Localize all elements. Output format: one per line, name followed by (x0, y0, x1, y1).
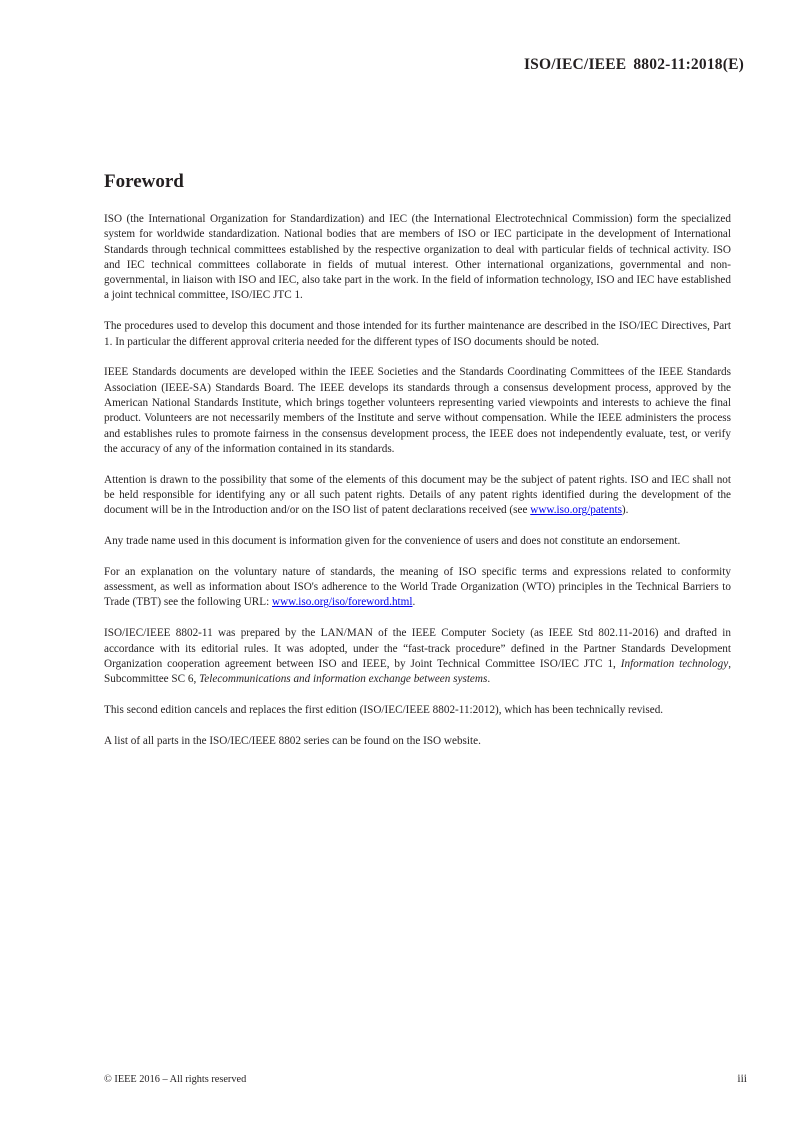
document-id-header: ISO/IEC/IEEE 8802-11:2018(E) (523, 56, 744, 73)
voluntary-text: For an explanation on the voluntary nature of standards, the meaning of ISO specific terms and expressions related to conformity assessment, as well as information about ISO's adherence to the World Trade Organization (WTO) principles in the Technical Barriers to Trade (TBT) see the following URL: (104, 565, 731, 609)
italic-information-technology: Information technology (620, 657, 729, 670)
prepared-text-middle: , Subcommittee SC 6, (104, 657, 731, 686)
paragraph-series-list: A list of all parts in the ISO/IEC/IEEE 8802 series can be found on the ISO website. (104, 734, 481, 747)
foreword-body (104, 212, 731, 765)
paragraph-trade-name: Any trade name used in this document is information given for the convenience of users and does not constitute an endorsement. (104, 535, 681, 548)
paragraph-patents (104, 473, 731, 519)
foreword-link[interactable]: www.iso.org/iso/foreword.html (272, 596, 413, 609)
patents-link[interactable]: www.iso.org/patents (530, 504, 622, 517)
paragraph-prepared-by (104, 626, 731, 687)
voluntary-text-end: . (412, 596, 416, 609)
patents-text-end: ). (621, 504, 629, 517)
patents-text: Attention is drawn to the possibility that some of the elements of this document may be the subject of patent rights. ISO and IEC shall not be held responsible for identifying any or all such patent rights. Details of any patent rights identified during the development of the document will be in the Introduction and/or on the ISO list of patent declarations received (see (104, 473, 731, 517)
paragraph-voluntary-nature (104, 565, 731, 611)
paragraph-ieee-standards: IEEE Standards documents are developed within the IEEE Societies and the Standards Coordinating Committees of the IEEE Standards Association (IEEE-SA) Standards Board. The IEEE develops its standards through a consensus development process, approved by the American National Standards Institute, which brings together volunteers representing varied viewpoints and interests to achieve the final product. Volunteers are not necessarily members of the Institute and serve without compensation. While the IEEE administers the process and establishes rules to promote fairness in the consensus development process, the IEEE does not independently evaluate, test, or verify the accuracy of any of the information contained in its standards. (104, 366, 731, 455)
italic-telecommunications: Telecommunications and information exchange between systems (199, 673, 488, 686)
page-number: iii (737, 1073, 747, 1085)
page-title: Foreword (104, 171, 184, 192)
paragraph-procedures: The procedures used to develop this document and those intended for its further maintenance are described in the ISO/IEC Directives, Part 1. In particular the different approval criteria needed for the different types of ISO documents should be noted. (104, 320, 731, 348)
paragraph-second-edition: This second edition cancels and replaces the first edition (ISO/IEC/IEEE 8802-11:2012), which has been technically revised. (104, 703, 664, 716)
prepared-text-end: . (487, 673, 491, 686)
copyright-footer: © IEEE 2016 – All rights reserved (104, 1074, 247, 1085)
paragraph-iso-iec-intro: ISO (the International Organization for Standardization) and IEC (the International Electrotechnical Commission) form the specialized system for worldwide standardization. National bodies that are members of ISO or IEC participate in the development of International Standards through technical committees established by the respective organization to deal with particular fields of technical activity. ISO and IEC technical committees collaborate in fields of mutual interest. Other international organizations, governmental and non-governmental, in liaison with ISO and IEC, also take part in the work. In the field of information technology, ISO and IEC have established a joint technical committee, ISO/IEC JTC 1. (104, 213, 731, 302)
prepared-text: ISO/IEC/IEEE 8802-11 was prepared by the LAN/MAN of the IEEE Computer Society (as IEEE Std 802.11-2016) and drafted in accordance with its editorial rules. It was adopted, under the “fast-track procedure” defined in the Partner Standards Development Organization cooperation agreement between ISO and IEEE, by Joint Technical Committee ISO/IEC JTC 1, (104, 627, 731, 670)
